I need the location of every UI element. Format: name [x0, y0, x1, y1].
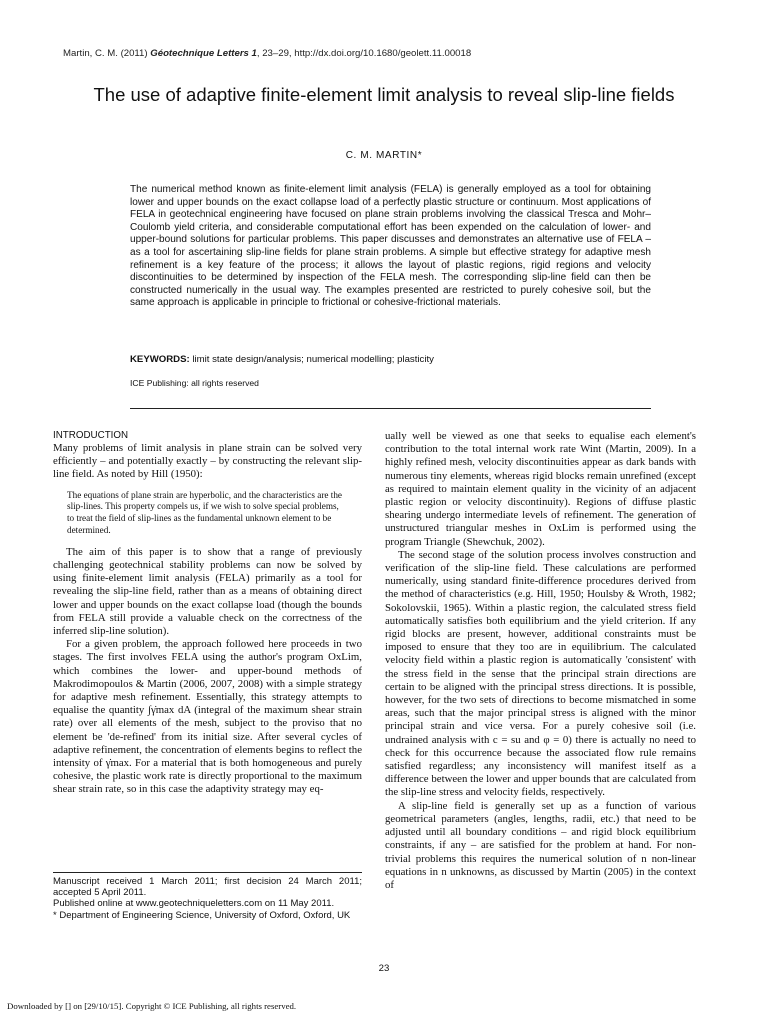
keywords-text: limit state design/analysis; numerical modelling; plasticity	[192, 354, 434, 365]
paragraph: Many problems of limit analysis in plane strain can be solved very efficiently – and potentially exactly – by constructing the relevant slip-line field. As noted by Hill (1950):	[53, 442, 362, 481]
paper-title: The use of adaptive finite-element limit analysis to reveal slip-line fields	[93, 84, 675, 105]
left-column	[53, 430, 362, 797]
paragraph: ually well be viewed as one that seeks to equalise each element's contribution to the total internal work rate Wint (Martin, 2009). In a highly refined mesh, velocity discontinuities appear as dark bands with numerous tiny elements, whereas rigid blocks remain unrefined (except as required to maintain element quality in the vicinity of an adjacent plastic region or velocity discontinuity). Regions of diffuse plastic shearing undergo intermediate levels of refinement. The generation of unstructured triangular meshes in OxLim is performed using the program Triangle (Shewchuk, 2002).	[385, 430, 696, 548]
citation-doi-link[interactable]: http://dx.doi.org/10.1680/geolett.11.00018	[294, 48, 472, 59]
footnote-divider	[53, 872, 362, 873]
citation-journal: Géotechnique Letters 1	[150, 48, 257, 59]
footnote-published: Published online at www.geotechniqueletters.com on 11 May 2011.	[53, 898, 335, 910]
citation-line	[63, 48, 471, 59]
paragraph: The second stage of the solution process involves construction and verification of the slip-line field. These calculations are performed numerically, using standard finite-difference procedures derived from the method of characteristics (e.g. Hill, 1950; Houlsby & Wroth, 1982; Sokolovskii, 1965). Within a plastic region, the calculated stress field automatically satisfies both equilibrium and the yield criterion. If any rigid blocks are present, however, additional constraints must be imposed to ensure that they too are in equilibrium. The calculated velocity field within a plastic region is automatically 'consistent' with the stress field in the sense that the principal strain directions are certain to be aligned with the principal stress directions. It is possible, however, for the two sets of directions to become mismatched in some areas, such that the major principal stress is aligned with the minor principal strain and vice versa. For a purely cohesive soil (i.e. undrained analysis with c = su and φ = 0) there is actually no need to check for this occurrence because the associated flow rule remains satisfied regardless; any inconsistency will manifest itself as a difference between the lower and upper bounds that are calculated from the slip-line stress and velocity fields, respectively.	[385, 548, 696, 799]
section-heading-introduction: INTRODUCTION	[53, 430, 129, 441]
header-divider	[130, 408, 651, 409]
author-name: C. M. MARTIN*	[345, 150, 423, 161]
footnote-received: Manuscript received 1 March 2011; first decision 24 March 2011; accepted 5 April 2011.	[53, 876, 362, 899]
keywords-label: KEYWORDS:	[130, 354, 190, 365]
page-number: 23	[378, 963, 390, 974]
citation-authors: Martin, C. M. (2011)	[63, 48, 148, 59]
footnote-affiliation: * Department of Engineering Science, University of Oxford, Oxford, UK	[53, 909, 351, 921]
block-quote: The equations of plane strain are hyperbolic, and the characteristics are the slip-lines. This property compels us, if we wish to solve special problems, to treat the field of slip-lines as the fundamental unknown element to be determined.	[67, 489, 342, 535]
abstract: The numerical method known as finite-element limit analysis (FELA) is generally employed as a tool for obtaining lower and upper bounds on the exact collapse load of a perfectly plastic structure or continuum. Most applications of FELA in geotechnical engineering have focused on plane strain problems involving the classical Tresca and Mohr–Coulomb yield criteria, and considerable computational effort has been expended on the calculation of lower- and upper-bound solutions for particular problems. This paper discusses and demonstrates an alternative use of FELA – as a tool for ascertaining slip-line fields for plane strain problems. A simple but effective strategy for adaptive mesh refinement is a key feature of the process; it allows the layout of plastic regions, rigid regions and velocity discontinuities to be determined by inspection of the FELA mesh. The corresponding slip-line field can then be constructed numerically in the usual way. The examples presented are restricted to purely cohesive soil, but the same approach is applicable in principle to frictional or cohesive-frictional materials.	[130, 184, 651, 309]
download-notice: Downloaded by [] on [29/10/15]. Copyright © ICE Publishing, all rights reserved.	[7, 1001, 297, 1011]
paragraph: For a given problem, the approach followed here proceeds in two stages. The first involves FELA using the author's program OxLim, which combines the lower- and upper-bound methods of Makrodimopoulos & Martin (2006, 2007, 2008) with a simple strategy for adaptive mesh refinement. Essentially, this strategy attempts to equalise the quantity ∫γ̇max dA (integral of the maximum shear strain rate) over all elements of the mesh, subject to the proviso that no element be 'de-refined' from its initial size. After several cycles of adaptive refinement, the concentration of elements begins to reflect the intensity of γ̇max. For a material that is both homogeneous and purely cohesive, the plastic work rate is directly proportional to the maximum shear strain rate, so in this case the adaptivity strategy may eq-	[53, 638, 362, 796]
right-column	[385, 430, 696, 892]
publisher-rights: ICE Publishing: all rights reserved	[130, 378, 259, 388]
keywords-line	[130, 354, 434, 365]
paragraph: A slip-line field is generally set up as a function of various geometrical parameters (angles, lengths, radii, etc.) that need to be adjusted until all boundary conditions – and rigid block equilibrium constraints, if any – are satisfied for the problem at hand. For non-trivial problems this requires the numerical solution of n non-linear equations in n unknowns, as discussed by Martin (2005) in the context of	[385, 799, 696, 891]
footnotes	[53, 876, 362, 921]
paragraph: The aim of this paper is to show that a range of previously challenging geotechnical stability problems can now be solved by using finite-element limit analysis (FELA) primarily as a tool for revealing the slip-line field, rather than as a means of obtaining direct lower and upper bounds on the exact collapse load (though the bounds from FELA still provide a valuable check on the correctness of the inferred slip-line solution).	[53, 545, 362, 638]
citation-pages: , 23–29,	[256, 48, 292, 59]
